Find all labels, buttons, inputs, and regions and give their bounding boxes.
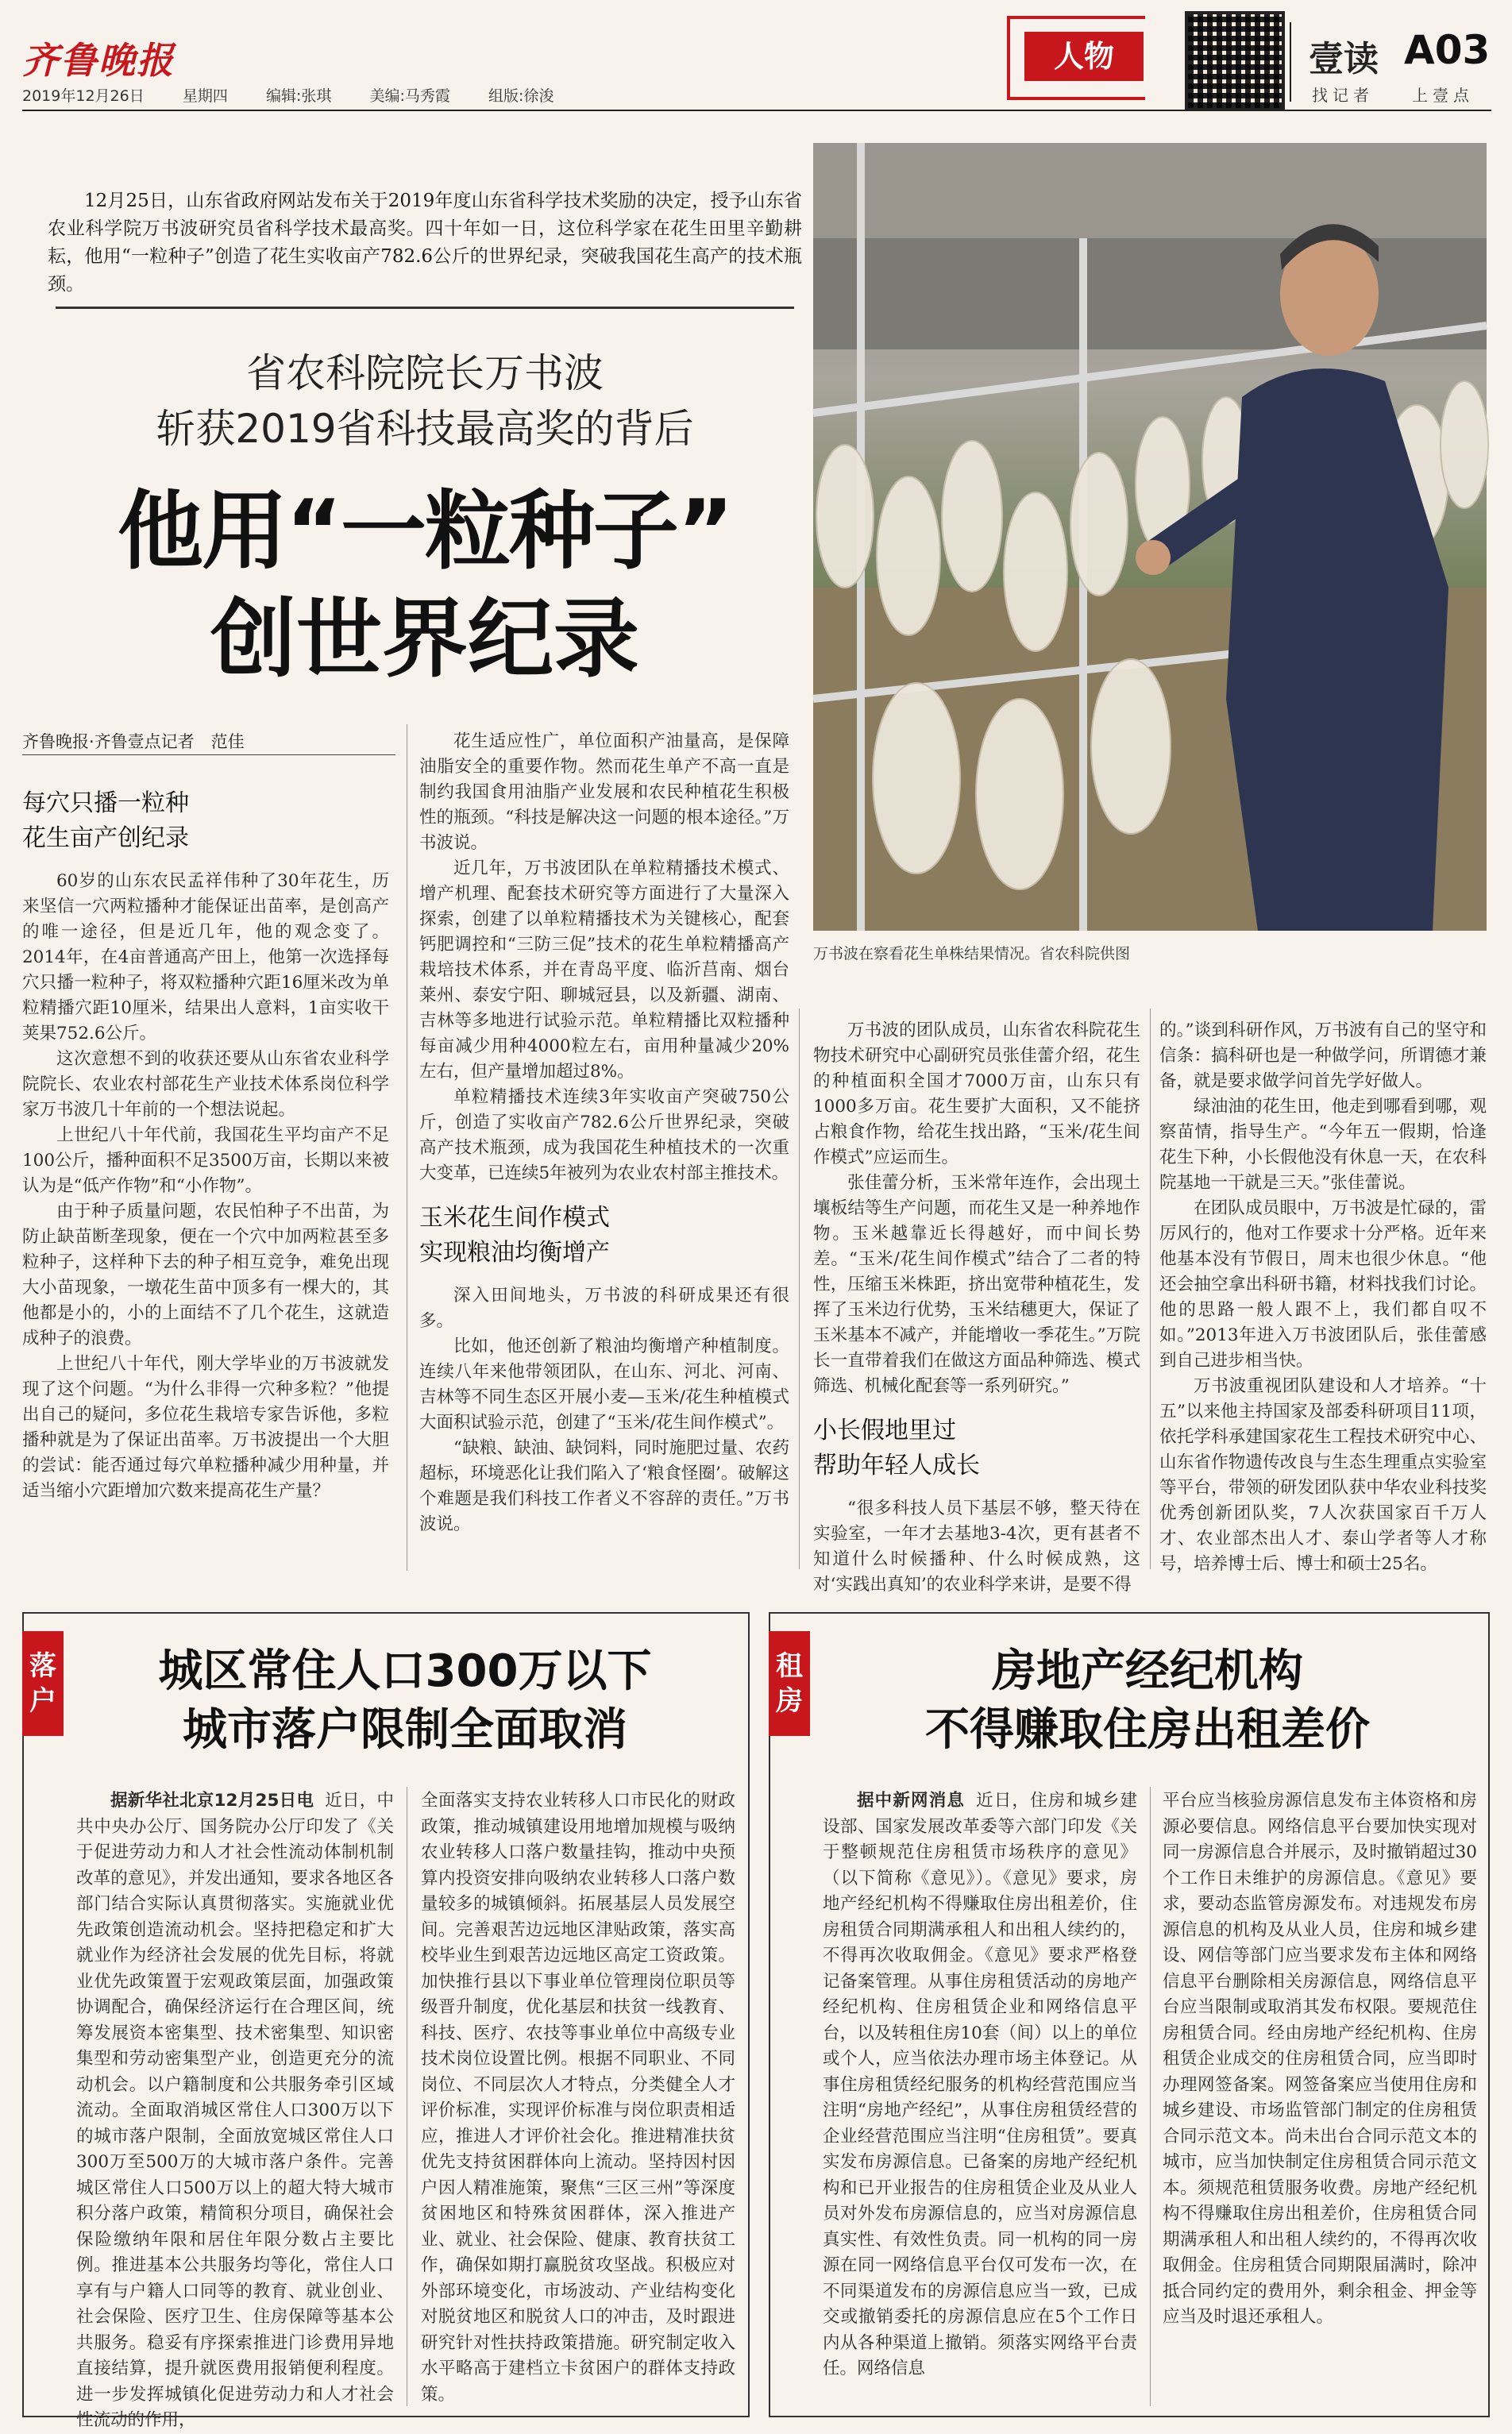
paragraph	[76, 1788, 394, 2434]
subhead-3	[813, 1414, 1140, 1483]
paragraph: 60岁的山东农民孟祥伟种了30年花生，历来坚信一穴两粒播种才能保证出苗率，是创高产的唯一途径，但是近几年，他的观念变了。2014年，在4亩普通高产田上，他第一次选择每穴只播一粒种子，将双粒播种穴距16厘米改为单粒精播穴距10厘米，结果出人意料，1亩实收干荚果752.6公斤。	[22, 871, 389, 1043]
kicker-2: 斩获2019省科技最高奖的背后	[156, 406, 694, 452]
story2-dateline: 据新华社北京12月25日电	[110, 1791, 314, 1811]
peanut-field-photo	[813, 143, 1487, 931]
slogan-right: 上壹点	[1412, 86, 1474, 105]
photo-illustration	[813, 143, 1487, 931]
story3-tag-text: 租房	[776, 1650, 803, 1717]
lead-byline: 齐鲁晚报·齐鲁壹点记者 范佳	[22, 732, 245, 751]
layout-credit: 组版:徐浚	[488, 87, 554, 105]
story3-column-2	[1163, 1788, 1477, 2405]
story3-headline-2: 不得赚取住房出租差价	[925, 1704, 1370, 1756]
story2-headline-1: 城区常住人口300万以下	[158, 1645, 652, 1697]
lead-column-4	[1159, 1018, 1487, 1574]
story2-column-1	[76, 1788, 394, 2430]
intro-rule	[56, 307, 794, 309]
lead-column-3	[813, 1018, 1140, 1595]
byline-rule	[22, 754, 395, 755]
headline-1: 他用“一粒种子”	[118, 482, 732, 581]
photo-caption: 万书波在察看花生单株结果情况。省农科院供图	[813, 945, 1131, 962]
story2-tag	[22, 1631, 64, 1736]
story3-tag	[769, 1631, 810, 1736]
story2-headline-2: 城市落户限制全面取消	[183, 1704, 627, 1756]
subhead-2-line-1: 玉米花生间作模式	[419, 1204, 610, 1232]
story2-column-2	[421, 1788, 735, 2405]
story3-column-1	[823, 1788, 1137, 2405]
paragraph: 比如，他还创新了粮油均衡增产种植制度。连续八年来他带领团队，在山东、河北、河南、吉林等不同生态区开展小麦—玉米/花生种植模式大面积试验示范，创建了“玉米/花生间作模式”。	[419, 1337, 789, 1433]
paragraph: 上世纪八十年代前，我国花生平均亩产不足100公斤，播种面积不足3500万亩，长期以来被认为是“低产作物”和“小作物”。	[22, 1125, 389, 1196]
subhead-1-line-1: 每穴只播一粒种	[22, 789, 189, 817]
paragraph: 上世纪八十年代，刚大学毕业的万书波就发现了这个问题。“为什么非得一穴种多粒？”他提出自己的疑问，多位花生栽培专家告诉他，多粒播种就是为了保证出苗率。万书波提出一个大胆的尝试：能否通过每穴单粒播种减少用种量，并适当缩小穴距增加穴数来提高花生产量？	[22, 1354, 389, 1501]
subhead-3-line-2: 帮助年轻人成长	[813, 1452, 980, 1479]
masthead-divider	[1290, 22, 1291, 102]
paragraph: 花生适应性广，单位面积产油量高，是保障油脂安全的重要作物。然而花生单产不高一直是制约我国食用油脂产业发展和农民种植花生积极性的瓶颈。“科技是解决这一问题的根本途径。”万书波说。	[419, 731, 789, 853]
story2-body-2: 全面落实支持农业转移人口市民化的财政政策，推动城镇建设用地增加规模与吸纳农业转移人口落户数量挂钩，推动中央预算内投资安排向吸纳农业转移人口落户数量较多的城镇倾斜。拓展基层人员发展空间。完善艰苦边远地区津贴政策，落实高校毕业生到艰苦边远地区高定工资政策。加快推行县以下事业单位管理岗位职员等级晋升制度，优化基层和扶贫一线教育、科技、医疗、农技等事业单位中高级专业技术岗位设置比例。根据不同职业、不同岗位、不同层次人才特点，分类健全人才评价标准，实现评价标准与岗位职责相适应，推进人才评价社会化。推进精准扶贫优先支持贫困群体向上流动。坚持因村因户因人精准施策，聚焦“三区三州”等深度贫困地区和特殊贫困群体，深入推进产业、就业、社会保险、健康、教育扶贫工作，确保如期打赢脱贫攻坚战。积极应对外部环境变化，市场波动、产业结构变化对脱贫地区和脱贫人口的冲击，及时跟进研究针对性扶持政策措施。研究制定收入水平略高于建档立卡贫困户的群体支持政策。	[421, 1791, 735, 2405]
editor-credit: 编辑:张琪	[265, 87, 332, 105]
lead-column-2	[419, 729, 789, 1569]
story3-column-divider	[1150, 1787, 1151, 2406]
column-divider-2	[799, 1009, 800, 1569]
paragraph: “很多科技人员下基层不够，整天待在实验室，一年才去基地3-4次，更有甚者不知道什么时候播种、什么时候成熟，这对‘实践出真知’的农业科学来讲，是要不得	[813, 1499, 1140, 1595]
paragraph: 张佳蕾分析，玉米常年连作，会出现土壤板结等生产问题，而花生又是一种养地作物。玉米越靠近长得越好，而中间长势差。“玉米/花生间作模式”结合了二者的特性，压缩玉米株距，挤出宽带种植花生，发挥了玉米边行优势，玉米结穗更大，保证了玉米基本不减产，并能增收一季花生。”万院长一直带着我们在做这方面品种筛选、模式筛选、机械化配套等一系列研究。”	[813, 1173, 1140, 1396]
lead-intro: 12月25日，山东省政府网站发布关于2019年度山东省科学技术奖励的决定，授予山东省农业科学院万书波研究员省科学技术最高奖。四十年如一日，这位科学家在花生田里辛勤耕耘，他用“一粒种子”创造了花生实收亩产782.6公斤的世界纪录，突破我国花生高产的技术瓶颈。	[48, 191, 802, 295]
paragraph: 的。”谈到科研作风，万书波有自己的坚守和信条：搞科研也是一种做学问，所谓德才兼备，就是要求做学问首先学好做人。	[1159, 1020, 1487, 1091]
issue-info	[22, 84, 554, 106]
story3-body-1: 近日，住房和城乡建设部、国家发展改革委等六部门印发《关于整顿规范住房租赁市场秩序的意见》（以下简称《意见》）。《意见》要求，房地产经纪机构不得赚取住房出租差价，住房租赁合同期满承租人和出租人续约的，不得再次收取佣金。《意见》要求严格登记备案管理。从事住房租赁活动的房地产经纪机构、住房租赁企业和网络信息平台，以及转租住房10套（间）以上的单位或个人，应当依法办理市场主体登记。从事住房租赁经纪服务的机构经营范围应当注明“房地产经纪”，从事住房租赁经营的企业经营范围应当注明“住房租赁”。要真实发布房源信息。已备案的房地产经纪机构和已开业报告的住房租赁企业及从业人员对外发布房源信息的，应当对房源信息真实性、有效性负责。同一机构的同一房源在同一网络信息平台仅可发布一次，在不同渠道发布的房源信息应当一致，已成交或撤销委托的房源信息应在5个工作日内从各种渠道上撤销。须落实网络平台责任。网络信息	[823, 1791, 1137, 2378]
paragraph: 绿油油的花生田，他走到哪看到哪，观察苗情，指导生产。“今年五一假期，恰逢花生下种，小长假他没有休息一天，在农科院基地一干就是三天。”张佳蕾说。	[1159, 1097, 1487, 1193]
subhead-2	[419, 1201, 789, 1271]
section-label: 人物	[1024, 32, 1144, 81]
paragraph	[823, 1788, 1137, 2382]
brand-name: 壹读	[1309, 39, 1379, 79]
paragraph: 万书波的团队成员，山东省农科院花生物技术研究中心副研究员张佳蕾介绍，花生的种植面积全国才7000万亩，山东只有1000多万亩。花生要扩大面积，又不能挤占粮食作物，给花生找出路，“玉米/花生间作模式”应运而生。	[813, 1020, 1140, 1167]
paragraph: 这次意想不到的收获还要从山东省农业科学院院长、农业农村部花生产业技术体系岗位科学家万书波几十年前的一个想法说起。	[22, 1049, 389, 1120]
paragraph: 万书波重视团队建设和人才培养。“十五”以来他主持国家及部委科研项目11项，依托学科承建国家花生工程技术研究中心、山东省作物遗传改良与生态生理重点实验室等平台，带领的研发团队获中华农业科技奖优秀创新团队奖，7人次获国家百千万人才、农业部杰出人才、泰山学者等人才称号，培养博士后、博士和硕士25名。	[1159, 1376, 1487, 1574]
issue-date: 2019年12月26日	[22, 87, 145, 105]
qr-code-icon	[1185, 11, 1285, 111]
story2-tag-text: 落户	[29, 1650, 56, 1717]
designer-credit: 美编:马秀霞	[369, 87, 450, 105]
lead-column-1	[22, 767, 389, 1569]
story3-body-2: 平台应当核验房源信息发布主体资格和房源必要信息。网络信息平台要加快实现对同一房源信息合并展示，及时撤销超过30个工作日未维护的房源信息。《意见》要求，要动态监管房源发布。对违规发布房源信息的机构及从业人员，住房和城乡建设、网信等部门应当要求发布主体和网络信息平台删除相关房源信息，网络信息平台应当限制或取消其发布权限。要规范住房租赁合同。经由房地产经纪机构、住房租赁企业成交的住房租赁合同，应当即时办理网签备案。网签备案应当使用住房和城乡建设、市场监管部门制定的住房租赁合同示范文本。尚未出台合同示范文本的城市，应当加快制定住房租赁合同示范文本。须规范租赁服务收费。房地产经纪机构不得赚取住房出租差价，住房租赁合同期满承租人和出租人续约的，不得再次收取佣金。住房租赁合同期限届满时，除冲抵合同约定的费用外，剩余租金、押金等应当及时退还承租人。	[1163, 1791, 1477, 2327]
subhead-2-line-2: 实现粮油均衡增产	[419, 1239, 610, 1267]
paragraph: 深入田间地头，万书波的科研成果还有很多。	[419, 1286, 789, 1331]
paragraph: “缺粮、缺油、缺饲料，同时施肥过量、农药超标，环境恶化让我们陷入了‘粮食怪圈’。破解这个难题是我们科技工作者义不容辞的责任。”万书波说。	[419, 1438, 789, 1534]
story3-dateline: 据中新网消息	[857, 1791, 966, 1811]
issue-weekday: 星期四	[182, 87, 228, 105]
page-number: A03	[1404, 27, 1491, 73]
subhead-3-line-1: 小长假地里过	[813, 1417, 956, 1445]
paragraph: 在团队成员眼中，万书波是忙碌的，雷厉风行的，他对工作要求十分严格。近年来他基本没有节假日，周末也很少休息。“他还会抽空拿出科研书籍，材料找我们讨论。他的思路一般人跟不上，我们都自叹不如。”2013年进入万书波团队后，张佳蕾感到自己进步相当快。	[1159, 1198, 1487, 1371]
headline-2: 创世界纪录	[210, 590, 639, 689]
paragraph: 近几年，万书波团队在单粒精播技术模式、增产机理、配套技术研究等方面进行了大量深入探索，创建了以单粒精播技术为关键核心，配套钙肥调控和“三防三促”技术的花生单粒精播高产栽培技术体系，并在青岛平度、临沂莒南、烟台莱州、泰安宁阳、聊城冠县，以及新疆、湖南、吉林等多地进行试验示范。单粒精播比双粒播种每亩减少用种4000粒左右，亩用种量减少20%左右，但产量增加超过8%。	[419, 858, 789, 1082]
story3-headline-1: 房地产经纪机构	[992, 1645, 1303, 1697]
paragraph: 由于种子质量问题，农民怕种子不出苗，为防止缺苗断垄现象，便在一个穴中加两粒甚至多粒种子，这样种下去的种子相互竞争，难免出现大小苗现象，一墩花生苗中顶多有一棵大的，其他都是小的，小的上面结不了几个花生，这就造成种子的浪费。	[22, 1202, 389, 1348]
kicker-1: 省农科院院长万书波	[246, 350, 604, 396]
column-divider-3	[1150, 1009, 1151, 1569]
subhead-1-line-2: 花生亩产创纪录	[22, 824, 189, 852]
newspaper-logo: 齐鲁晚报	[22, 39, 175, 82]
paragraph: 单粒精播技术连续3年实收亩产突破750公斤，创造了实收亩产782.6公斤世界纪录，突破高产技术瓶颈，成为我国花生种植技术的一次重大变革，已连续5年被列为农业农村部主推技术。	[419, 1087, 789, 1183]
story2-body-1: 近日，中共中央办公厅、国务院办公厅印发了《关于促进劳动力和人才社会性流动体制机制改革的意见》，并发出通知，要求各地区各部门结合实际认真贯彻落实。实施就业优先政策创造流动机会。坚持把稳定和扩大就业作为经济社会发展的优先目标，将就业优先政策置于宏观政策层面，加强政策协调配合，确保经济运行在合理区间，统筹发展资本密集型、技术密集型、知识密集型和劳动密集型产业，创造更充分的流动机会。以户籍制度和公共服务牵引区域流动。全面取消城区常住人口300万以下的城市落户限制，全面放宽城区常住人口300万至500万的大城市落户条件。完善城区常住人口500万以上的超大特大城市积分落户政策，精简积分项目，确保社会保险缴纳年限和居住年限分数占主要比例。推进基本公共服务均等化，常住人口享有与户籍人口同等的教育、就业创业、社会保险、医疗卫生、住房保障等基本公共服务。稳妥有序探索推进门诊费用异地直接结算，提升就医费用报销便利程度。进一步发挥城镇化促进劳动力和人才社会性流动的作用，	[76, 1791, 394, 2430]
subhead-1	[22, 786, 389, 856]
slogan-left: 找记者	[1312, 86, 1374, 105]
